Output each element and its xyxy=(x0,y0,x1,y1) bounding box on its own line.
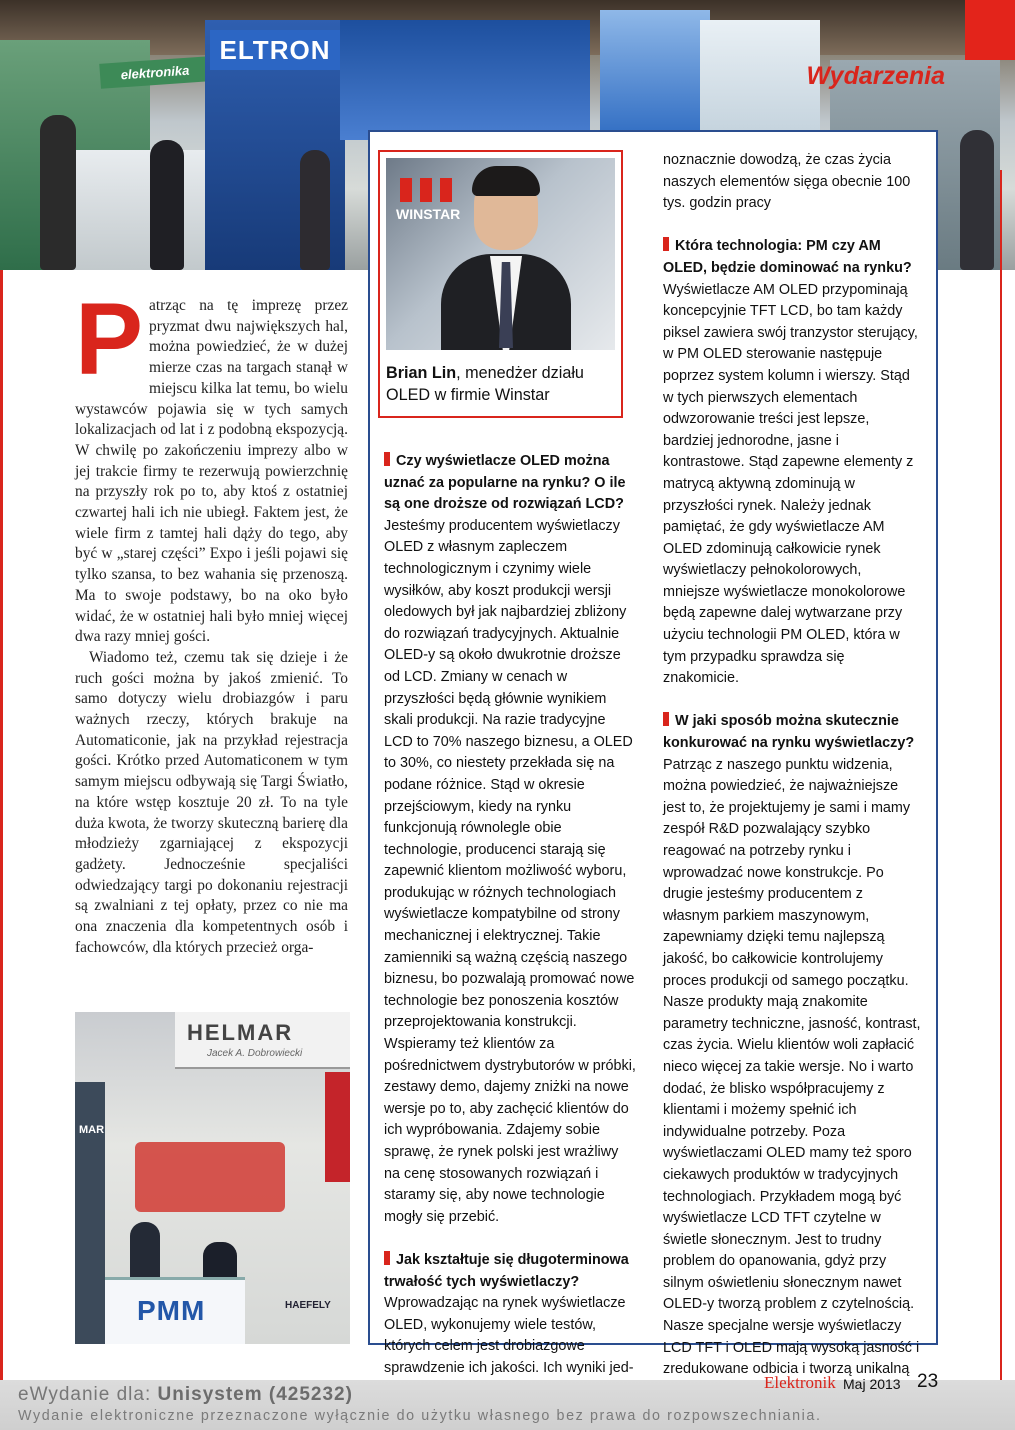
article-paragraph-2: Wiadomo też, czemu tak się dzieje i że ruch gości można by jakoś zmienić. To samo dotyczy wielu drobiazgów i paru ważnych rzeczy, których brakuje na Automaticonie, jak na przykład rejestracja gości. Krótko przed Automaticonem w tym samym miejscu odbywają się Targi Światło, na które wstęp kosztuje 20 zł. To na tyle duża kwota, że tworzy skuteczną barierę dla młodzieży zgarniającej z ekspozycji gadżety. Jednocześnie specjaliści odwiedzający targi po dokonaniu rejestracji są zwalniani z tej opłaty, przez co nie ma ona znaczenia dla kompetentnych osób i fachowców, dla których przecież orga- xyxy=(75,648,348,956)
interview-column-middle xyxy=(384,451,636,1380)
question-marker xyxy=(384,1251,390,1265)
portrait-caption: Brian Lin, menedżer działu OLED w firmie Winstar xyxy=(386,364,584,404)
portrait-frame xyxy=(378,150,623,418)
mar-text: MAR xyxy=(79,1124,105,1136)
footer-date: Maj 2013 xyxy=(843,1376,901,1392)
answer-2-end: noznacznie dowodzą, że czas życia naszych elementów sięga obecnie 100 tys. godzin pracy xyxy=(663,152,911,212)
visitor-3 xyxy=(300,150,330,270)
winstar-logo-text: WINSTAR xyxy=(396,206,461,222)
blue-booth-2 xyxy=(600,10,710,140)
right-accent-rule xyxy=(1000,170,1002,1430)
helmar-logo-text: HELMAR xyxy=(187,1020,294,1045)
white-counter xyxy=(70,150,220,270)
page-number: 23 xyxy=(917,1371,939,1392)
left-wall xyxy=(75,1082,105,1344)
section-label: Wydarzenia xyxy=(806,62,945,90)
visitor-1 xyxy=(40,115,76,270)
helmar-stand-photo xyxy=(75,1012,350,1344)
visitor-4 xyxy=(960,130,994,270)
green-stand-sign: elektronika xyxy=(99,56,210,89)
question-marker xyxy=(663,712,669,726)
question-1: Czy wyświetlacze OLED można uznać za popularne na rynku? O ile są one droższe od rozwiązań LCD? xyxy=(384,453,626,513)
puzzle-graphic xyxy=(135,1142,285,1212)
question-3: Która technologia: PM czy AM OLED, będzie dominować na rynku? xyxy=(663,238,912,276)
blue-booth xyxy=(340,20,590,140)
watermark-title: eWydanie dla: Unisystem (425232) xyxy=(18,1384,353,1405)
answer-2-start: Wprowadzając na rynek wyświetlacze OLED, wykonujemy wiele testów, których celem jest drobiazgowe sprawdzenie ich jakości. Ich wyniki jed- xyxy=(384,1295,634,1376)
haefely-sign: HAEFELY xyxy=(285,1300,331,1311)
question-marker xyxy=(663,237,669,251)
answer-1: Jesteśmy producentem wyświetlaczy OLED z własnym zapleczem technologicznym i czynimy wiele wysiłków, aby koszt produkcji wersji oledowych był jak najbardziej zbliżony do rozwiązań tradycyjnych. Aktualnie OLED-y są około dwukrotnie droższe od LCD. Zmiany w cenach w przyszłości będą głównie wynikiem skali produkcji. Na razie tradycyjne LCD to 70% naszego biznesu, a OLED to 30%, co niestety przekłada się na podane różnice. Stąd w okresie przejściowym, kiedy na rynku funkcjonują równolegle obie technologie, producenci starają się zapewnić klientom możliwość wyboru, produkując w różnych technologiach wyświetlacze kompatybilne od strony mechanicznej i elektrycznej. Takie zamienniki są ważną częścią naszego biznesu, bo pozwalają promować nowe technologie bez ponoszenia kosztów przeprojektowania konstrukcji. Wspieramy też klientów za pośrednictwem dystrybutorów w próbki, zestawy demo, dajemy zniżki na nowe wersje po to, aby zachęcić klientów do ich wypróbowania. Zdajemy sobie sprawę, że rynek polski jest wrażliwy na cenę stosowanych rozwiązań i staramy się, aby nowe technologie mogły się przebić. xyxy=(384,517,636,1225)
eltron-sign: ELTRON xyxy=(210,30,340,70)
pmm-logo: PMM xyxy=(137,1295,206,1326)
winstar-logo-mark xyxy=(400,178,460,202)
red-wall xyxy=(325,1072,350,1182)
article-paragraph-1: Patrząc na tę imprezę przez pryzmat dwu największych hal, można powiedzieć, że w dużej mierze czas na targach stanął w miejscu kilka lat temu, bo wielu wystawców pojawia się w tych samych lokalizacjach od lat i z podobną ekspozycją. W chwilę po zakończeniu imprezy albo w jej trakcie firmy te rezerwują powierzchnię na przyszły rok po to, aby ktoś z ostatniej czwartej hali ich nie ubiegł. Faktem jest, że wiele firm z tamtej hali dąży do tego, aby być w „starej części” Expo i jeśli pojawi się tylko szansa, to bez wahania się przenoszą. Ma to swoje podstawy, bo na oko było widać, że w ostatniej hali było mniej więcej dwa razy mniej gości. xyxy=(75,282,348,646)
visitor-2 xyxy=(150,140,184,270)
question-2: Jak kształtuje się długoterminowa trwałość tych wyświetlaczy? xyxy=(384,1251,629,1290)
person-hair xyxy=(472,166,540,196)
dropcap: P xyxy=(75,282,144,396)
interview-column-right xyxy=(663,150,921,1402)
answer-3: Wyświetlacze AM OLED przypominają koncepcyjnie TFT LCD, bo tam każdy piksel zawiera swój tranzystor sterujący, w PM OLED sterowanie następuje poprzez system kolumn i wierszy. Stąd w tych pierwszych elementach odwzorowanie treści jest lepsze, bardziej jednorodne, jasne i kontrastowe. Stąd zapewne elementy z matrycą aktywną zdominują w przyszłości rynek. Należy jednak pamiętać, że gdy wyświetlacze AM OLED zdominują całkowicie rynek wyświetlaczy pełnokolorowych, mniejsze wyświetlacze monokolorowe będą zapewne dalej wytwarzane przy użyciu technologii PM OLED, która w tym przypadku sprawdza się znakomicie. xyxy=(663,281,918,687)
watermark-note: Wydanie elektroniczne przeznaczone wyłącznie do użytku własnego bez prawa do rozpowszechniania. xyxy=(18,1408,822,1424)
section-tab xyxy=(965,0,1015,60)
answer-4: Patrząc z naszego punktu widzenia, można powiedzieć, że najważniejsze jest to, że projektujemy je sami i mamy zespół R&D pozwalający szybko reagować na potrzeby rynku i wprowadzać nowe konstrukcje. Po drugie jesteśmy producentem z własnym parkiem maszynowym, zapewniamy dzięki temu najlepszą jakość, bo całkowicie kontrolujemy proces produkcji od samego początku. Nasze produkty mają znakomite parametry techniczne, jasność, kontrast, czas życia. Wielu klientów woli zapłacić nieco więcej za takie wersje. No i warto dodać, że blisko współpracujemy z klientami i możemy spełnić ich indywidualne potrzeby. Poza wyświetlaczami OLED mamy też sporo ciekawych produktów w tradycyjnych technologiach. Przykładem mogą być wyświetlacze LCD TFT czytelne w świetle słonecznym. Jest to trudny problem do opanowania, gdyż przy silnym oświetleniu słonecznym nawet OLED-y tworzą problem z czytelnością. Nasze specjalne wersje wyświetlaczy LCD TFT i OLED mają wysoką jasność i zredukowane odbicia i tworzą unikalną xyxy=(663,756,921,1378)
question-4: W jaki sposób można skutecznie konkurować na rynku wyświetlaczy? xyxy=(663,713,915,752)
helmar-logo-sub: Jacek A. Dobrowiecki xyxy=(207,1048,303,1059)
question-marker xyxy=(384,452,390,466)
article-left-column xyxy=(75,282,348,959)
portrait-photo xyxy=(386,158,615,350)
left-accent-rule xyxy=(0,270,3,1390)
footer-brand: Elektronik xyxy=(764,1373,836,1392)
